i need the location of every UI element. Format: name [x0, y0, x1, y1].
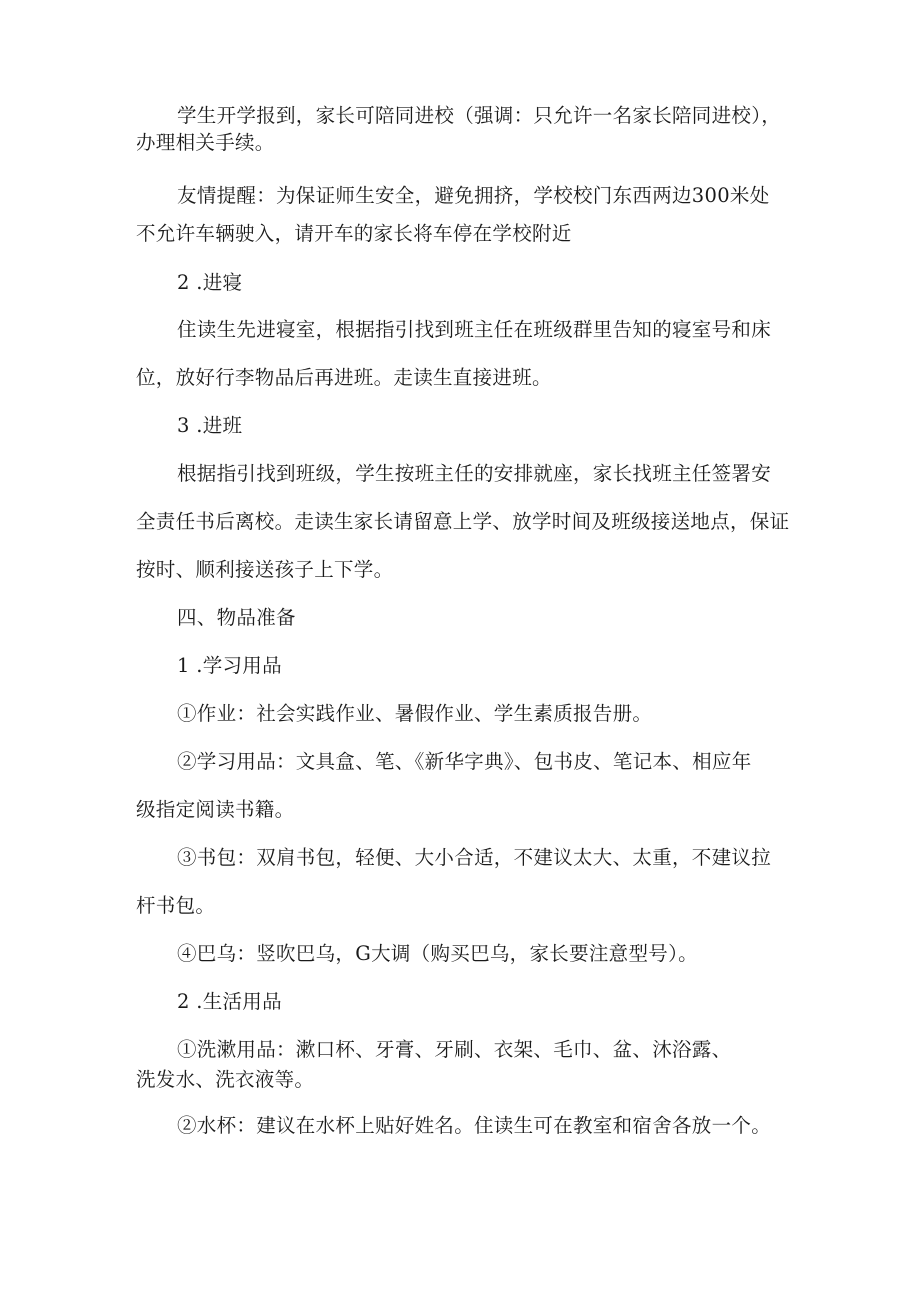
paragraph-line: 位，放好行李物品后再进班。走读生直接进班。 [136, 366, 552, 389]
paragraph-line: 按时、顺利接送孩子上下学。 [136, 558, 394, 581]
list-item: ①洗漱用品：漱口杯、牙膏、牙刷、衣架、毛巾、盆、沐浴露、 [177, 1038, 732, 1061]
section-heading: 3 .进班 [177, 414, 243, 437]
section-heading: 2 .进寝 [177, 271, 243, 294]
paragraph-line: 不允许车辆驶入，请开车的家长将车停在学校附近 [136, 222, 572, 245]
section-heading: 四、物品准备 [177, 606, 296, 629]
list-item: ④巴乌：竖吹巴乌，G大调（购买巴乌，家长要注意型号）。 [177, 942, 698, 965]
paragraph-line: 办理相关手续。 [136, 131, 275, 154]
paragraph-line: 杆书包。 [136, 894, 216, 917]
section-heading: 2 .生活用品 [177, 990, 282, 1013]
paragraph-line: 学生开学报到，家长可陪同进校（强调：只允许一名家长陪同进校）， [177, 104, 782, 127]
paragraph-line: 级指定阅读书籍。 [136, 798, 295, 821]
section-heading: 1 .学习用品 [177, 654, 282, 677]
paragraph-line: 住读生先进寝室，根据指引找到班主任在班级群里告知的寝室号和床 [177, 318, 772, 341]
list-item: ②学习用品：文具盒、笔、《新华字典》、包书皮、笔记本、相应年 [177, 750, 752, 773]
list-item: ②水杯：建议在水杯上贴好姓名。住读生可在教室和宿舍各放一个。 [177, 1114, 772, 1137]
list-item: ①作业：社会实践作业、暑假作业、学生素质报告册。 [177, 702, 653, 725]
paragraph-line: 洗发水、洗衣液等。 [136, 1068, 315, 1091]
paragraph-line: 全责任书后离校。走读生家长请留意上学、放学时间及班级接送地点，保证 [136, 510, 790, 533]
paragraph-line: 友情提醒：为保证师生安全，避免拥挤，学校校门东西两边300米处 [177, 184, 770, 207]
paragraph-line: 根据指引找到班级，学生按班主任的安排就座，家长找班主任签署安 [177, 462, 772, 485]
list-item: ③书包：双肩书包，轻便、大小合适，不建议太大、太重，不建议拉 [177, 846, 772, 869]
